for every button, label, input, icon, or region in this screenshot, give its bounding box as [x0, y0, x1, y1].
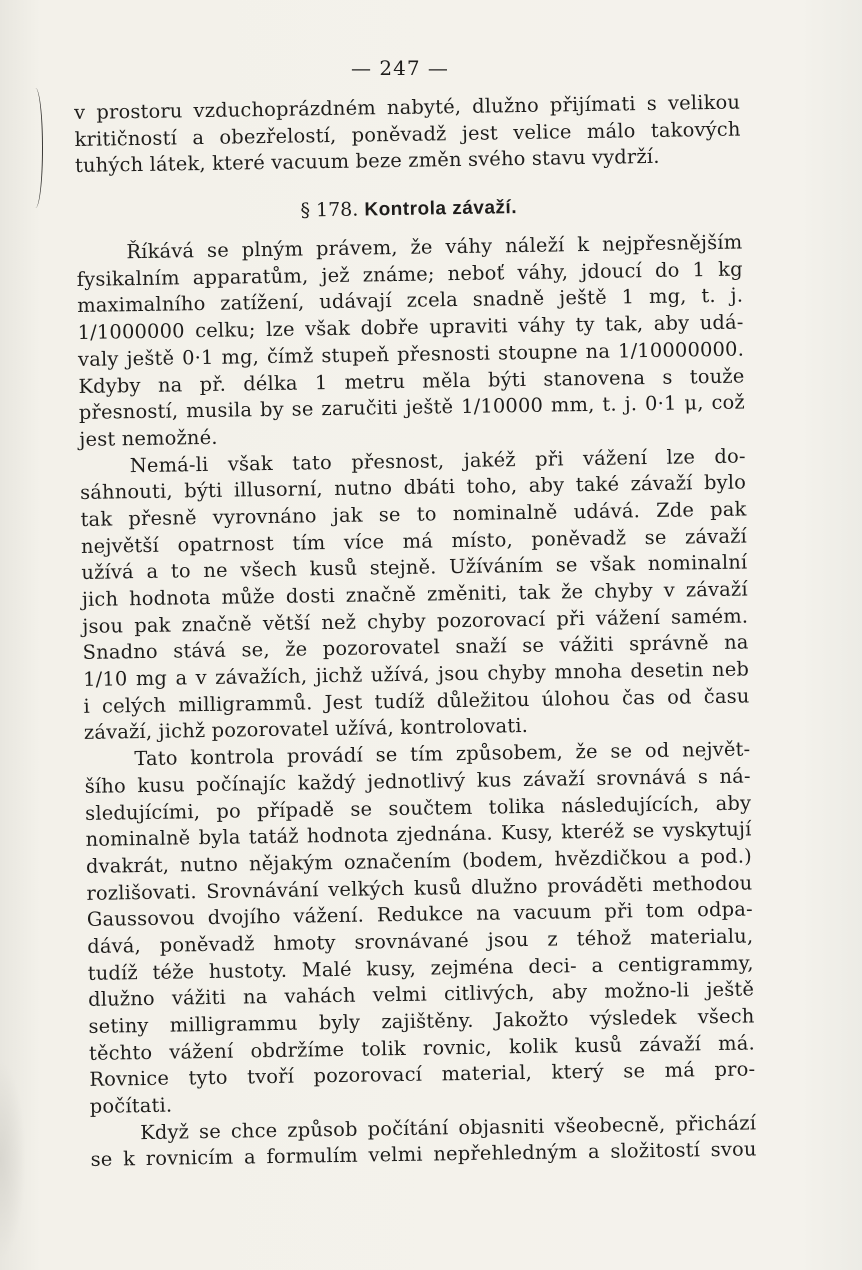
text-line: tak přesně vyrovnáno jak se to nominalně udává. Zde pak	[80, 497, 747, 531]
text-line: jsou pak značně větší než chyby pozorovací při vážení samém.	[82, 604, 749, 638]
text-line: užívá a to ne všech kusů stejně. Užíváním se však nominalní	[81, 550, 748, 585]
text-line: Rovnice tyto tvoří pozorovací material, který se má pro-	[89, 1057, 756, 1092]
text-line: setiny milligrammu byly zajištěny. Jakožto výsledek všech	[88, 1004, 755, 1038]
binding-edge-mark	[28, 88, 43, 208]
text-line: jest nemožné.	[79, 425, 218, 451]
text-line: sáhnouti, býti illusorní, nutno dbáti toho, aby také závaží bylo	[79, 470, 747, 505]
text-line: Říkává se plným právem, že váhy náleží k nejpřesnějším	[126, 230, 743, 264]
text-line: fysikalním apparatům, jež známe; neboť váhy, jdoucí do 1 kg	[76, 257, 743, 291]
text-line: šího kusu počínajíc každý jednotlivý kus závaží srovnává s ná-	[84, 764, 751, 798]
text-line: kritičností a obezřelostí, poněvadž jest velice málo takových	[74, 117, 741, 151]
text-line: Nemá-li však tato přesnost, jakéž při vážení lze do-	[129, 444, 746, 477]
text-line: dlužno vážiti na vahách velmi citlivých, aby možno-li ještě	[87, 977, 755, 1012]
text-line: Kdyby na př. délka 1 metru měla býti stanovena s touže	[78, 364, 745, 398]
text-line: 1/10 mg a v závažích, jichž užívá, jsou chyby mnoha desetin neb	[82, 657, 750, 691]
text-line: Snadno stává se, že pozorovatel snaží se vážiti správně na	[82, 630, 749, 665]
page-number: — 247 —	[351, 56, 449, 80]
text-line: maximalního zatížení, udávají zcela snadně ještě 1 mg, t. j.	[77, 283, 744, 318]
text-line: přesností, musila by se zaručiti ještě 1/10000 mm, t. j. 0·1 μ, což	[78, 390, 746, 425]
text-line: Tato kontrola provádí se tím způsobem, že se od největ-	[134, 737, 751, 771]
text-line: tudíž téže hustoty. Malé kusy, zejména deci- a centigrammy,	[87, 951, 754, 985]
text-line: závaží, jichž pozorovatel užívá, kontrolovati.	[83, 714, 529, 745]
text-line: rozlišovati. Srovnávání velkých kusů dlužno prováděti methodou	[86, 871, 753, 905]
text-line: v prostoru vzduchoprázdném nabyté, dlužno přijímati s velikou	[74, 90, 741, 124]
text-line: těchto vážení obdržíme tolik rovnic, kolik kusů závaží má.	[88, 1031, 756, 1065]
section-number: § 178.	[300, 198, 359, 222]
text-line: počítati.	[89, 1093, 173, 1118]
text-line: Když se chce způsob počítání objasniti všeobecně, přichází	[140, 1111, 757, 1144]
text-line: i celých milligrammů. Jest tudíž důležitou úlohou čas od času	[83, 684, 750, 718]
text-line: Gaussovou dvojího vážení. Redukce na vacuum při tom odpa-	[86, 897, 753, 932]
text-line: tuhých látek, které vacuum beze změn svého stavu vydrží.	[74, 145, 660, 178]
text-line: valy ještě 0·1 mg, čímž stupeň přesnosti stoupne na 1/10000000.	[77, 337, 745, 371]
body-text	[74, 90, 757, 1174]
text-line: největší opatrnost tím více má místo, poněvadž se závaží	[80, 524, 748, 558]
page-edge-shadow	[0, 1060, 26, 1260]
text-line: dává, poněvadž hmoty srovnávané jsou z téhož materialu,	[87, 924, 754, 958]
text-line: se k rovnicím a formulím velmi nepřehledným a složitostí svou	[90, 1137, 757, 1172]
text-line: jich hodnota může dosti značně změniti, tak že chyby v závaží	[81, 577, 748, 611]
text-line: nominalně byla tatáž hodnota zjednána. Kusy, kteréž se vyskytují	[85, 817, 752, 852]
text-line: 1/1000000 celku; lze však dobře upraviti váhy ty tak, aby udá-	[77, 310, 744, 345]
text-line: dvakrát, nutno nějakým označením (bodem, hvězdičkou a pod.)	[85, 844, 753, 878]
section-heading	[75, 170, 742, 240]
section-title: Kontrola závaží.	[364, 197, 518, 221]
text-line: sledujícími, po případě se součtem tolika následujících, aby	[85, 790, 752, 825]
